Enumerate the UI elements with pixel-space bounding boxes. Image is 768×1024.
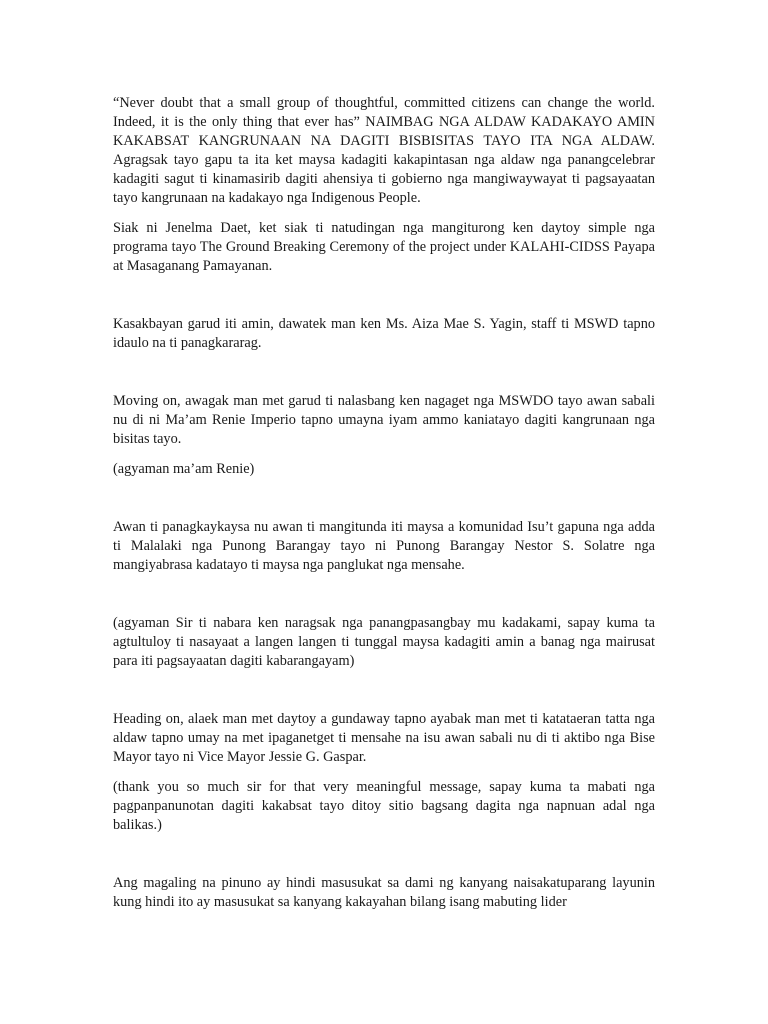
- paragraph-vice-mayor-call: Heading on, alaek man met daytoy a gundaway tapno ayabak man met ti katataeran tatta nga aldaw tapno umay na met ipaganetget ti mensahe na isu awan sabali nu di ti aktibo nga Bise Mayor tayo ni Vice Mayor Jessie G. Gaspar.: [113, 711, 655, 765]
- paragraph-opening-quote: “Never doubt that a small group of thoughtful, committed citizens can change the world. Indeed, it is the only thing that ever has” NAIMBAG NGA ALDAW KADAKAYO AMIN KAKABSAT KANGRUNAAN NA DAGITI BISBISITAS TAYO ITA NGA ALDAW. Agragsak tayo gapu ta ita ket maysa kadagiti kakapintasan nga aldaw nga panangcelebrar kadagiti sagut ti kinamasirib dagiti ahensiya ti gobierno nga mangiwaywayat ti pagsayaatan tayo kangrunaan na kadakayo nga Indigenous People.: [113, 95, 655, 206]
- paragraph-thanks-renie: (agyaman ma’am Renie): [113, 461, 255, 477]
- paragraph-thanks-vice-mayor: (thank you so much sir for that very meaningful message, sapay kuma ta mabati nga pagpanpanunotan dagiti kakabsat tayo ditoy sitio bagsang dagita nga napnuan adal nga balikas.): [113, 779, 655, 833]
- paragraph-barangay-captain-call: Awan ti panagkaykaysa nu awan ti mangitunda iti maysa a komunidad Isu’t gapuna nga adda ti Malalaki nga Punong Barangay tayo ni Punong Barangay Nestor S. Solatre nga mangiyabrasa kadatayo ti maysa nga panglukat nga mensahe.: [113, 519, 655, 573]
- paragraph-mswdo-call: Moving on, awagak man met garud ti nalasbang ken nagaget nga MSWDO tayo awan sabali nu di ni Ma’am Renie Imperio tapno umayna iyam ammo kaniatayo dagiti kangrunaan nga bisitas tayo.: [113, 393, 655, 447]
- document-body: [113, 94, 655, 912]
- paragraph-leadership-quote: Ang magaling na pinuno ay hindi masusukat sa dami ng kanyang naisakatuparang layunin kung hindi ito ay masusukat sa kanyang kakayahan bilang isang mabuting lider: [113, 875, 655, 910]
- paragraph-host-introduction: Siak ni Jenelma Daet, ket siak ti natudingan nga mangiturong ken daytoy simple nga programa tayo The Ground Breaking Ceremony of the project under KALAHI-CIDSS Payapa at Masaganang Pamayanan.: [113, 220, 655, 274]
- paragraph-prayer-call: Kasakbayan garud iti amin, dawatek man ken Ms. Aiza Mae S. Yagin, staff ti MSWD tapno idaulo na ti panagkararag.: [113, 316, 655, 351]
- paragraph-thanks-captain: (agyaman Sir ti nabara ken naragsak nga panangpasangbay mu kadakami, sapay kuma ta agtultuloy ti nasayaat a langen langen ti tunggal maysa kadagiti amin a banag nga mairusat para iti pagsayaatan dagiti kabarangayam): [113, 615, 655, 669]
